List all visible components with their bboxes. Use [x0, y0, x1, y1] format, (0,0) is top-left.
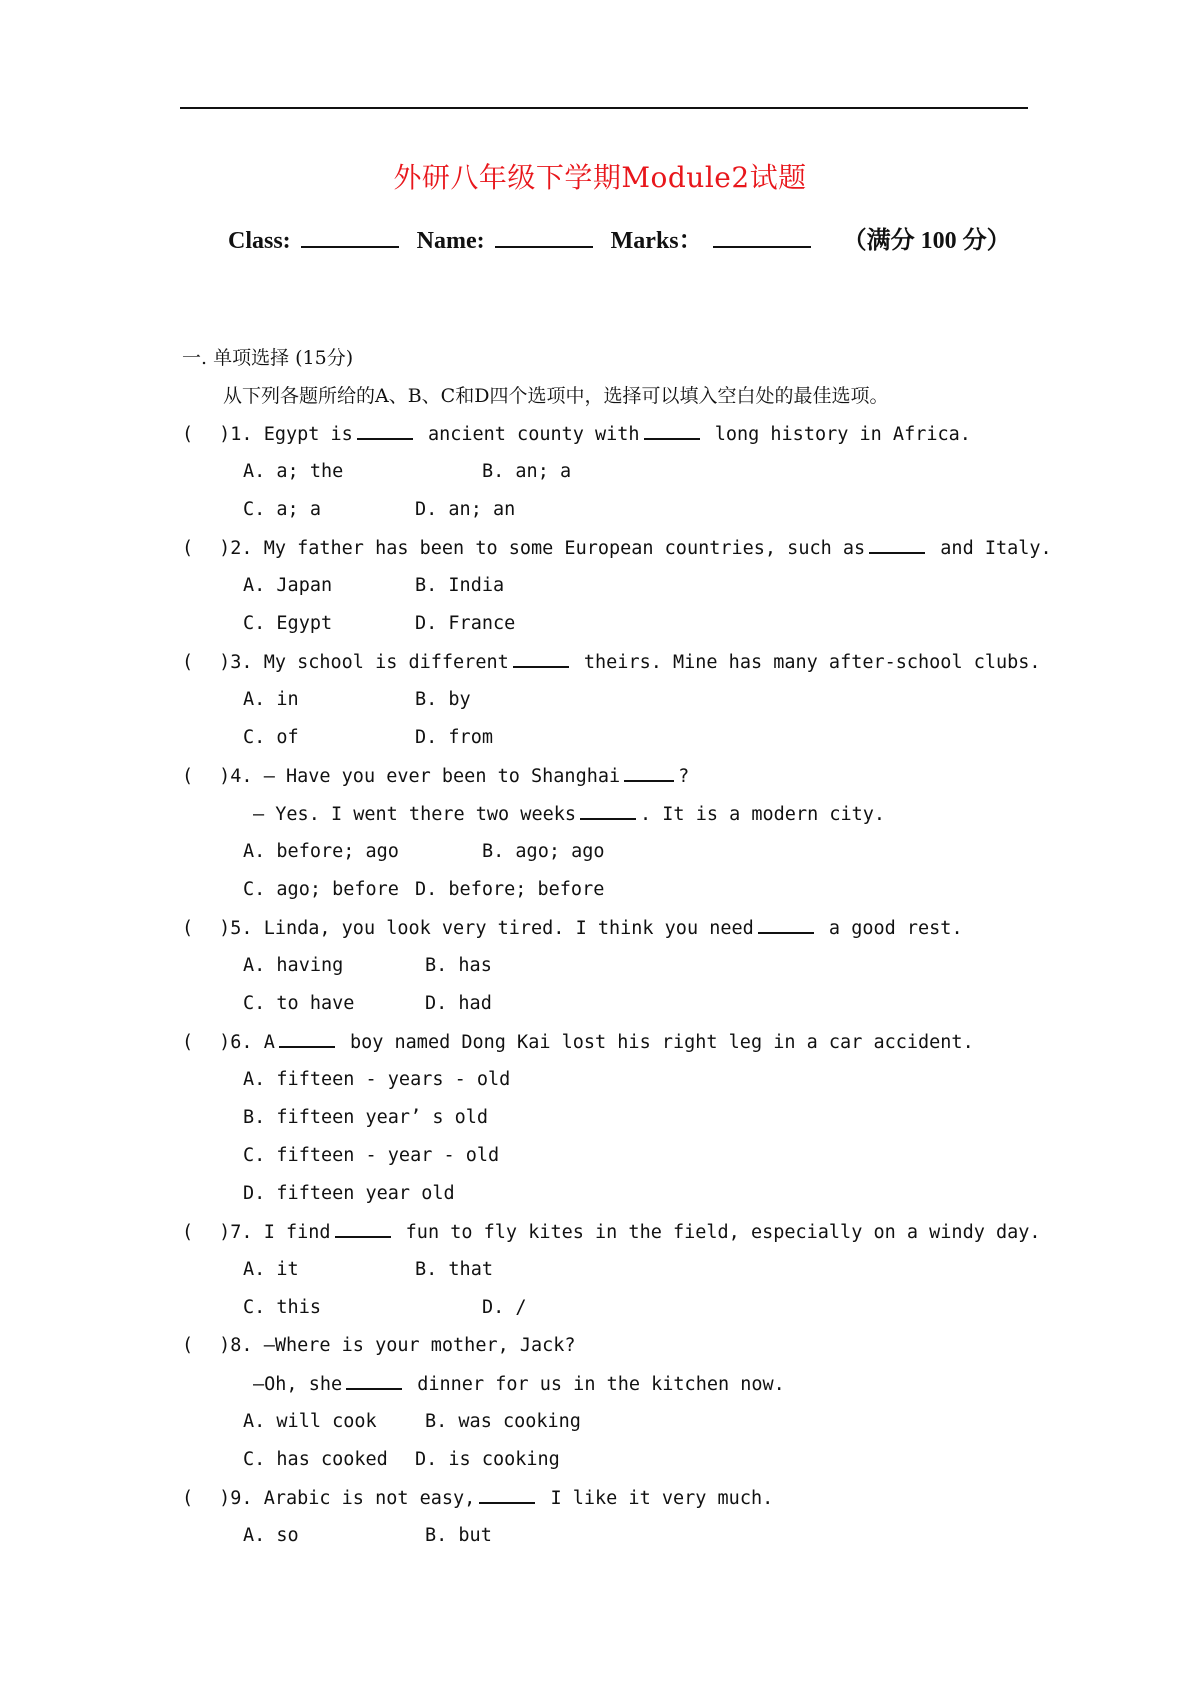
option-c: C. a; a	[243, 499, 321, 520]
question-4-reply	[253, 802, 885, 827]
answer-paren[interactable]: (	[182, 424, 194, 445]
question-number: )4.	[219, 766, 253, 787]
question-text: My school is different	[263, 652, 509, 673]
option-c: C. ago; before	[243, 879, 399, 900]
question-number: )8.	[219, 1335, 253, 1356]
question-text: I like it very much.	[550, 1488, 774, 1509]
option-a: A. will cook	[243, 1411, 377, 1432]
blank	[479, 1486, 535, 1504]
answer-paren[interactable]: (	[182, 918, 194, 939]
question-6	[182, 1030, 974, 1055]
question-text: a good rest.	[828, 918, 963, 939]
option-a: A. Japan	[243, 575, 333, 596]
marks-label: Marks：	[610, 228, 703, 254]
answer-paren[interactable]: (	[182, 1222, 194, 1243]
blank	[346, 1372, 402, 1390]
option-a: A. so	[243, 1525, 299, 1546]
question-text: theirs. Mine has many after-school clubs.	[583, 652, 1041, 673]
question-3	[182, 650, 1041, 675]
top-rule	[180, 107, 1028, 109]
blank	[869, 536, 925, 554]
option-d: D. is cooking	[415, 1449, 560, 1470]
option-c: C. to have	[243, 993, 355, 1014]
option-c: C. Egypt	[243, 613, 333, 634]
blank	[335, 1220, 391, 1238]
question-number: )9.	[219, 1488, 253, 1509]
section-heading: 一. 单项选择 (15分)	[182, 347, 354, 369]
option-a: A. having	[243, 955, 344, 976]
answer-paren[interactable]: (	[182, 1032, 194, 1053]
option-d: D. had	[425, 993, 492, 1014]
question-text: ancient county with	[427, 424, 640, 445]
answer-paren[interactable]: (	[182, 766, 194, 787]
option-a: A. before; ago	[243, 841, 399, 862]
option-b: B. has	[425, 955, 492, 976]
option-a: A. in	[243, 689, 299, 710]
option-c: C. this	[243, 1297, 321, 1318]
name-blank[interactable]	[495, 226, 593, 248]
option-d: D. from	[415, 727, 493, 748]
answer-paren[interactable]: (	[182, 1335, 194, 1356]
total-score: （满分 100 分）	[842, 228, 1011, 254]
question-number: )2.	[219, 538, 253, 559]
option-a: A. a; the	[243, 461, 344, 482]
student-info	[228, 220, 1011, 255]
answer-paren[interactable]: (	[182, 652, 194, 673]
blank	[513, 650, 569, 668]
option-c: C. of	[243, 727, 299, 748]
option-d: D. France	[415, 613, 516, 634]
blank	[624, 764, 674, 782]
question-9	[182, 1486, 773, 1511]
question-number: )7.	[219, 1222, 253, 1243]
blank	[758, 916, 814, 934]
option-b: B. fifteen year’ s old	[243, 1107, 489, 1128]
option-a: A. fifteen - years - old	[243, 1069, 511, 1090]
option-a: A. it	[243, 1259, 299, 1280]
question-text: boy named Dong Kai lost his right leg in a car accident.	[349, 1032, 974, 1053]
question-number: )5.	[219, 918, 253, 939]
question-8-reply	[253, 1372, 785, 1397]
question-text: — Yes. I went there two weeks	[253, 804, 577, 825]
question-text: Arabic is not easy,	[263, 1488, 476, 1509]
option-c: C. has cooked	[243, 1449, 388, 1470]
question-text: long history in Africa.	[714, 424, 971, 445]
option-b: B. was cooking	[425, 1411, 581, 1432]
question-text: I find	[263, 1222, 331, 1243]
marks-blank[interactable]	[713, 226, 811, 248]
class-label: Class:	[228, 228, 291, 254]
blank	[580, 802, 636, 820]
question-text: My father has been to some European countries, such as	[263, 538, 866, 559]
question-text: Egypt is	[263, 424, 353, 445]
option-b: B. India	[415, 575, 505, 596]
name-label: Name:	[416, 228, 485, 254]
option-c: C. fifteen - year - old	[243, 1145, 500, 1166]
option-d: D. before; before	[415, 879, 605, 900]
option-b: B. an; a	[482, 461, 572, 482]
blank	[357, 422, 413, 440]
question-text: A	[263, 1032, 275, 1053]
option-b: B. ago; ago	[482, 841, 605, 862]
question-text: . It is a modern city.	[640, 804, 886, 825]
question-text: —Where is your mother, Jack?	[263, 1335, 576, 1356]
question-text: ?	[678, 766, 690, 787]
answer-paren[interactable]: (	[182, 1488, 194, 1509]
question-2	[182, 536, 1052, 561]
question-text: —Oh, she	[253, 1374, 343, 1395]
question-text: Linda, you look very tired. I think you need	[263, 918, 754, 939]
option-b: B. that	[415, 1259, 493, 1280]
option-d: D. /	[482, 1297, 527, 1318]
blank	[644, 422, 700, 440]
option-b: B. but	[425, 1525, 492, 1546]
question-text: — Have you ever been to Shanghai	[263, 766, 621, 787]
question-7	[182, 1220, 1041, 1245]
question-text: dinner for us in the kitchen now.	[417, 1374, 785, 1395]
question-4	[182, 764, 689, 789]
question-number: )3.	[219, 652, 253, 673]
option-b: B. by	[415, 689, 471, 710]
answer-paren[interactable]: (	[182, 538, 194, 559]
question-text: fun to fly kites in the field, especially on a windy day.	[405, 1222, 1041, 1243]
option-d: D. fifteen year old	[243, 1183, 455, 1204]
question-number: )1.	[219, 424, 253, 445]
page-title: 外研八年级下学期Module2试题	[393, 161, 807, 194]
class-blank[interactable]	[301, 226, 399, 248]
question-number: )6.	[219, 1032, 253, 1053]
section-instruction: 从下列各题所给的A、B、C和D四个选项中，选择可以填入空白处的最佳选项。	[223, 385, 889, 407]
question-text: and Italy.	[940, 538, 1052, 559]
question-1	[182, 422, 971, 447]
option-d: D. an; an	[415, 499, 516, 520]
blank	[279, 1030, 335, 1048]
question-8	[182, 1334, 576, 1358]
question-5	[182, 916, 963, 941]
